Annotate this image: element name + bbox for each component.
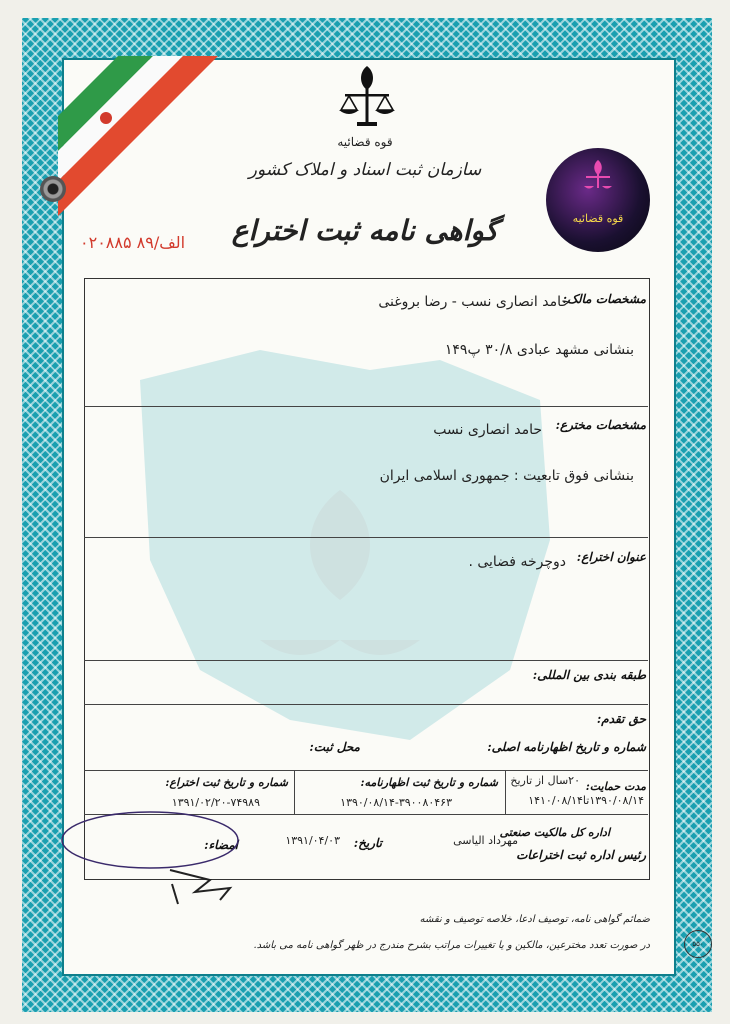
invention-title: دوچرخه فضایی .	[468, 554, 566, 570]
footer-note-2: در صورت تعدد مخترعین، مالکین و یا تغییرات مراتب بشرح مندرج در ظهر گواهی نامه می باشد.	[253, 940, 650, 951]
registration-label: شماره و تاریخ ثبت اختراع:	[165, 776, 288, 789]
row-divider	[84, 406, 648, 407]
row-divider	[84, 660, 648, 661]
footer-note-1: ضمائم گواهی نامه، توصیف ادعا، خلاصه توصیف و نقشه	[419, 914, 650, 925]
grommet	[40, 176, 66, 202]
organization-title: سازمان ثبت اسناد و املاک کشور	[248, 160, 482, 180]
declaration-label: شماره و تاریخ ثبت اظهارنامه:	[360, 776, 498, 789]
judiciary-label: قوه قضائیه	[337, 135, 393, 149]
owner-names: حامد انصاری نسب - رضا بروغنی	[378, 294, 570, 310]
original-declaration-label: شماره و تاریخ اظهارنامه اصلی:	[487, 740, 646, 754]
column-divider	[505, 770, 506, 814]
invention-label: عنوان اختراع:	[576, 550, 646, 564]
signature-label: امضاء:	[204, 838, 238, 852]
flag-ribbon	[58, 56, 218, 216]
protection-label: مدت حمایت:	[585, 780, 646, 793]
protection-duration: ۲۰سال از تاریخ	[510, 774, 580, 787]
signoff-person: مهرداد الیاسی	[453, 834, 518, 847]
row-divider	[84, 704, 648, 705]
inventor-label: مشخصات مخترع:	[555, 418, 646, 432]
inventor-name: حامد انصاری نسب	[433, 422, 542, 438]
price-badge: ۵۵۰	[684, 930, 712, 958]
date-label: تاریخ:	[353, 836, 382, 850]
department-label: اداره کل مالکیت صنعتی	[499, 826, 610, 839]
hologram-emblem-icon	[580, 158, 616, 194]
deposit-label: محل ثبت:	[309, 740, 360, 754]
signature	[60, 800, 300, 910]
serial-number: ۰۲۰۸۸۵ الف/۸۹	[80, 233, 186, 252]
priority-label: حق تقدم:	[596, 712, 646, 726]
hologram-seal	[546, 148, 650, 252]
inventor-nationality: بنشانی فوق تابعیت : جمهوری اسلامی ایران	[379, 468, 634, 484]
row-divider	[84, 537, 648, 538]
judiciary-emblem-icon	[337, 62, 397, 132]
protection-range: ۱۳۹۰/۰۸/۱۴تا۱۴۱۰/۰۸/۱۴	[528, 794, 644, 807]
owner-address: بنشانی مشهد عبادی ۳۰/۸ پ۱۴۹	[444, 342, 634, 358]
declaration-value: ۱۳۹۰/۰۸/۱۴-۳۹۰۰۸۰۴۶۳	[340, 796, 452, 809]
row-divider	[84, 770, 648, 771]
hologram-text: قوه قضائیه	[572, 212, 624, 225]
signoff-date: ۱۳۹۱/۰۴/۰۳	[285, 834, 340, 847]
classification-label: طبقه بندی بین المللی:	[532, 668, 646, 682]
owner-label: مشخصات مالک:	[562, 292, 646, 306]
certificate-title: گواهی نامه ثبت اختراع	[231, 214, 499, 247]
details-table	[84, 278, 650, 880]
signoff-role: رئیس اداره ثبت اختراعات	[516, 848, 646, 862]
registration-value: ۱۳۹۱/۰۲/۲۰-۷۴۹۸۹	[171, 796, 260, 809]
